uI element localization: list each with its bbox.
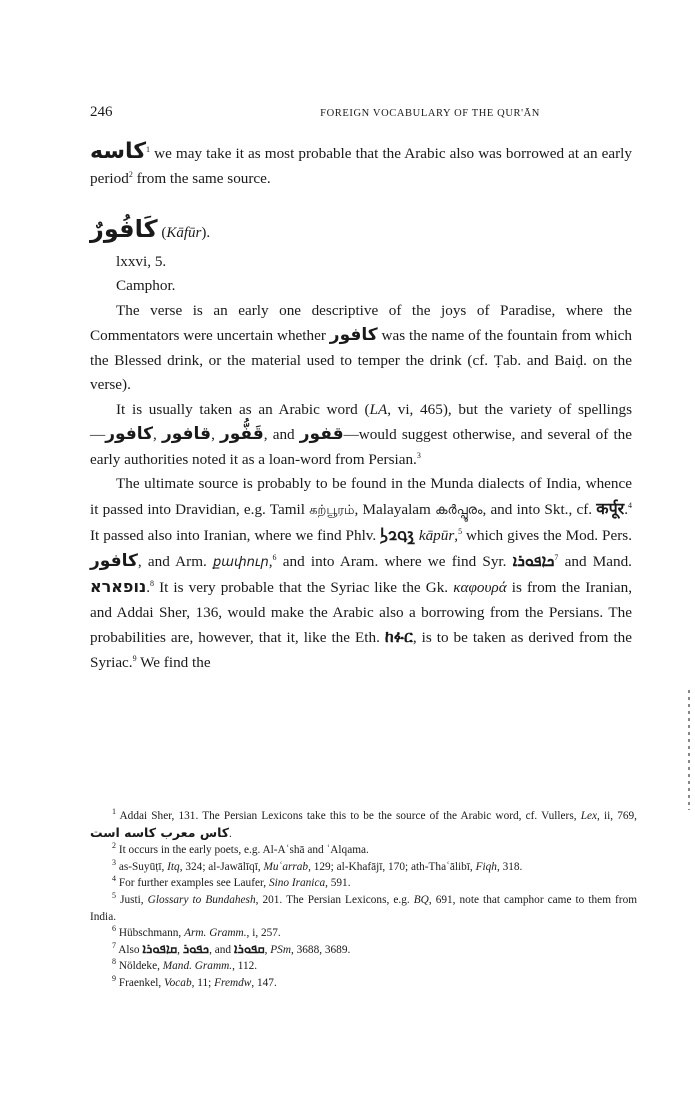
paragraph-text: we may take it as most probable that the Arabic also was borrowed at an early period — [90, 145, 632, 187]
footnote-2: $^2$ It occurs in the early poets, e.g. Al-Aʿshā and ʿAlqama. — [112, 841, 369, 857]
entry-transliteration: Kāfūr — [166, 225, 202, 241]
footnote-ref: 1 — [146, 144, 151, 154]
arabic-word: كافور — [105, 424, 154, 444]
entry-gloss: Camphor. — [116, 277, 176, 294]
paragraph-1: The verse is an early one descriptive of the joys of Paradise, where the Commentators were uncertain whether كافور was the name of the fountain from which the Blessed drink, or the material used to temper the drink (cf. Ṭab. and Baiḍ. on the verse). — [90, 301, 632, 393]
arabic-word: قفور — [299, 424, 344, 444]
pahlavi-word: 𐭪𐭯𐭥𐭫 — [380, 525, 415, 544]
entry-heading: كَافُورٌ (Kāfūr). — [90, 215, 211, 243]
footnote-ref: 4 — [628, 500, 632, 510]
sanskrit-word: कर्पूर — [596, 498, 625, 518]
arabic-word: قافور — [161, 424, 212, 444]
paragraph-2: It is usually taken as an Arabic word (LA, vi, 465), but the variety of spellings—كافور, قافور, قَفُّور, and قفور—would suggest otherwise, and several of the early authorities noted it as a loan-word from Persian.$^3$ — [90, 400, 632, 468]
persian-word: كافور — [90, 550, 138, 571]
footnotes — [90, 808, 637, 992]
footnote-ref: 8 — [150, 578, 154, 588]
arabic-word: كافور — [329, 325, 378, 345]
footnote-1: $^1$ Addai Sher, 131. The Persian Lexicons take this to be the source of the Arabic word, cf. Vullers, Lex, ii, 769, كاس معرب كاسه است. — [90, 807, 637, 840]
page-number: 246 — [90, 104, 113, 120]
scan-edge-mark — [688, 690, 690, 810]
footnote-7: $^7$ Also ܩܐܦܘܪܐ, ܟܦܘܪ, and ܩܦܘܪܐ, PSm, 3688, 3689. — [112, 940, 351, 957]
arabic-word: كاسه — [90, 139, 147, 164]
footnote-ref: 3 — [416, 450, 421, 460]
intro-paragraph — [90, 140, 632, 191]
arabic-word: قَفُّور — [219, 424, 264, 444]
citation-abbrev: LA — [369, 400, 388, 418]
footnote-ref: 5 — [458, 526, 463, 536]
running-title: FOREIGN VOCABULARY OF THE QUR'ĀN — [320, 108, 540, 119]
syriac-word: ܟܐܦܘܪܐ — [512, 550, 555, 570]
footnote-8: $^8$ Nöldeke, Mand. Gramm., 112. — [112, 957, 258, 973]
footnote-3: $^3$ as-Suyūṭī, Itq, 324; al-Jawālīqī, Muʿarrab, 129; al-Khafājī, 170; ath-Thaʿālibī, Fiqh, 318. — [112, 858, 523, 873]
tamil-word: கற்பூரம் — [309, 502, 355, 518]
page-header — [90, 104, 632, 126]
footnote-ref: 6 — [272, 552, 277, 562]
mandaic-word: נופארא — [90, 577, 147, 596]
footnote-5: $^5$ Justi, Glossary to Bundahesh, 201. The Persian Lexicons, e.g. BQ, 691, note that camphor came to them from India. — [90, 891, 637, 923]
syriac-word: ܩܦܘܪܐ — [233, 941, 265, 957]
footnote-4: $^4$ For further examples see Laufer, Sino Iranica, 591. — [112, 874, 351, 890]
transliteration: kāpūr — [418, 527, 455, 544]
syriac-word: ܩܐܦܘܪܐ — [142, 941, 178, 957]
footnote-9: $^9$ Fraenkel, Vocab, 11; Fremdw, 147. — [112, 974, 277, 989]
entry-reference: lxxvi, 5. — [116, 252, 167, 270]
page-content — [90, 104, 632, 675]
ethiopic-word: ከፉር — [384, 627, 413, 646]
body-text — [90, 140, 632, 675]
entry-arabic: كَافُورٌ — [90, 215, 158, 243]
armenian-word: քափուր — [213, 554, 269, 570]
footnote-ref: 2 — [128, 169, 133, 179]
paragraph-3: The ultimate source is probably to be found in the Munda dialects of India, whence it passed into Dravidian, e.g. Tamil கற்பூரம், Malayalam കർപ്പൂരം, and into Skt., cf. कर्पूर.$^4$ It passed also into Iranian, where we find Phlv. 𐭪𐭯𐭥𐭫 kāpūr,$^5$ which gives the Mod. Pers. كافور, and Arm. քափուր,$^6$ and into Aram. where we find Syr. ܟܐܦܘܪܐ$^7$ and Mand. נופארא.$^8$ It is very probable that the Syriac like the Gk. καφουρά is from the Iranian, and Addai Sher, 136, would make the Arabic also a borrowing from the Persians. The probabilities are, however, that it, like the Eth. ከፉር, is to be taken as derived from the Syriac.$^9$ We find the — [90, 475, 632, 671]
arabic-phrase: كاس معرب كاسه است — [90, 824, 230, 840]
greek-word: καφουρά — [453, 579, 507, 596]
footnote-ref: 9 — [132, 653, 137, 663]
footnote-6: $^6$ Hübschmann, Arm. Gramm., i, 257. — [112, 924, 281, 940]
malayalam-word: കർപ്പൂരം — [435, 502, 483, 518]
footnote-ref: 7 — [554, 552, 559, 562]
syriac-word: ܟܦܘܪ — [182, 941, 210, 957]
paragraph-text: from the same source. — [132, 169, 271, 187]
